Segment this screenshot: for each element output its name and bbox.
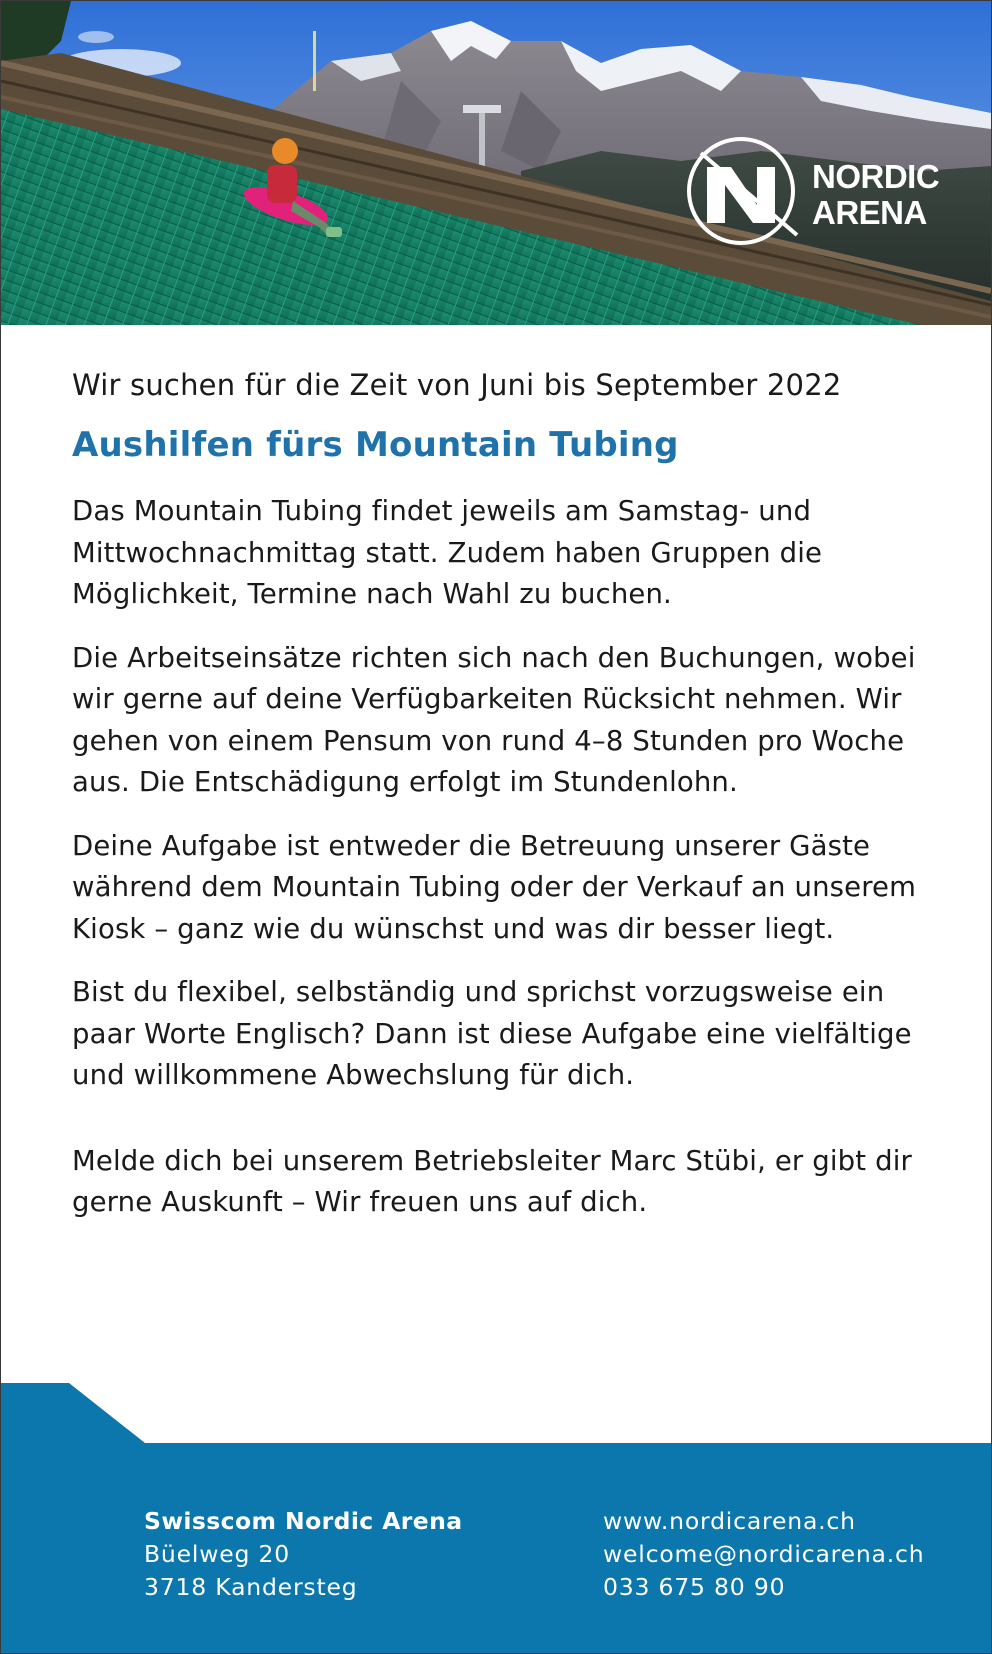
main-content [72,365,922,1246]
footer-street: Büelweg 20 [144,1540,290,1568]
logo-line-1: NORDIC [812,158,940,195]
job-title: Aushilfen fürs Mountain Tubing [72,425,679,465]
footer-address [144,1505,463,1604]
footer-organization: Swisscom Nordic Arena [144,1507,463,1535]
phone-number: 033 675 80 90 [603,1573,786,1601]
email-link[interactable]: welcome@nordicarena.ch [603,1540,925,1568]
footer-city: 3718 Kandersteg [144,1573,358,1601]
paragraph-contact: Melde dich bei unserem Betriebsleiter Marc Stübi, er gibt dir gerne Auskunft – Wir freuen uns auf dich. [72,1144,912,1218]
logo-wordmark [812,159,939,231]
logo-line-2: ARENA [812,194,927,231]
website-link[interactable]: www.nordicarena.ch [603,1507,856,1535]
footer-contact [603,1505,924,1604]
hero-photo [1,1,991,325]
intro-line: Wir suchen für die Zeit von Juni bis September 2022 [72,368,842,402]
paragraph-requirements: Bist du flexibel, selbständig und sprichst vorzugsweise ein paar Worte Englisch? Dann ist diese Aufgabe eine vielfältige und willkommene Abwechslung für dich. [72,976,912,1091]
paragraph-tasks: Deine Aufgabe ist entweder die Betreuung unserer Gäste während dem Mountain Tubing oder der Verkauf an unserem Kiosk – ganz wie du wünschst und was dir besser liegt. [72,829,917,945]
footer [1,1383,991,1654]
paragraph-workload: Die Arbeitseinsätze richten sich nach den Buchungen, wobei wir gerne auf deine Verfügbarkeiten Rücksicht nehmen. Wir gehen von einem Pensum von rund 4–8 Stunden pro Woche aus. Die Entschädigung erfolgt im Stundenlohn. [72,641,916,798]
paragraph-schedule: Das Mountain Tubing findet jeweils am Samstag- und Mittwochnachmittag statt. Zudem haben Gruppen die Möglichkeit, Termine nach Wahl zu buchen. [72,495,823,610]
